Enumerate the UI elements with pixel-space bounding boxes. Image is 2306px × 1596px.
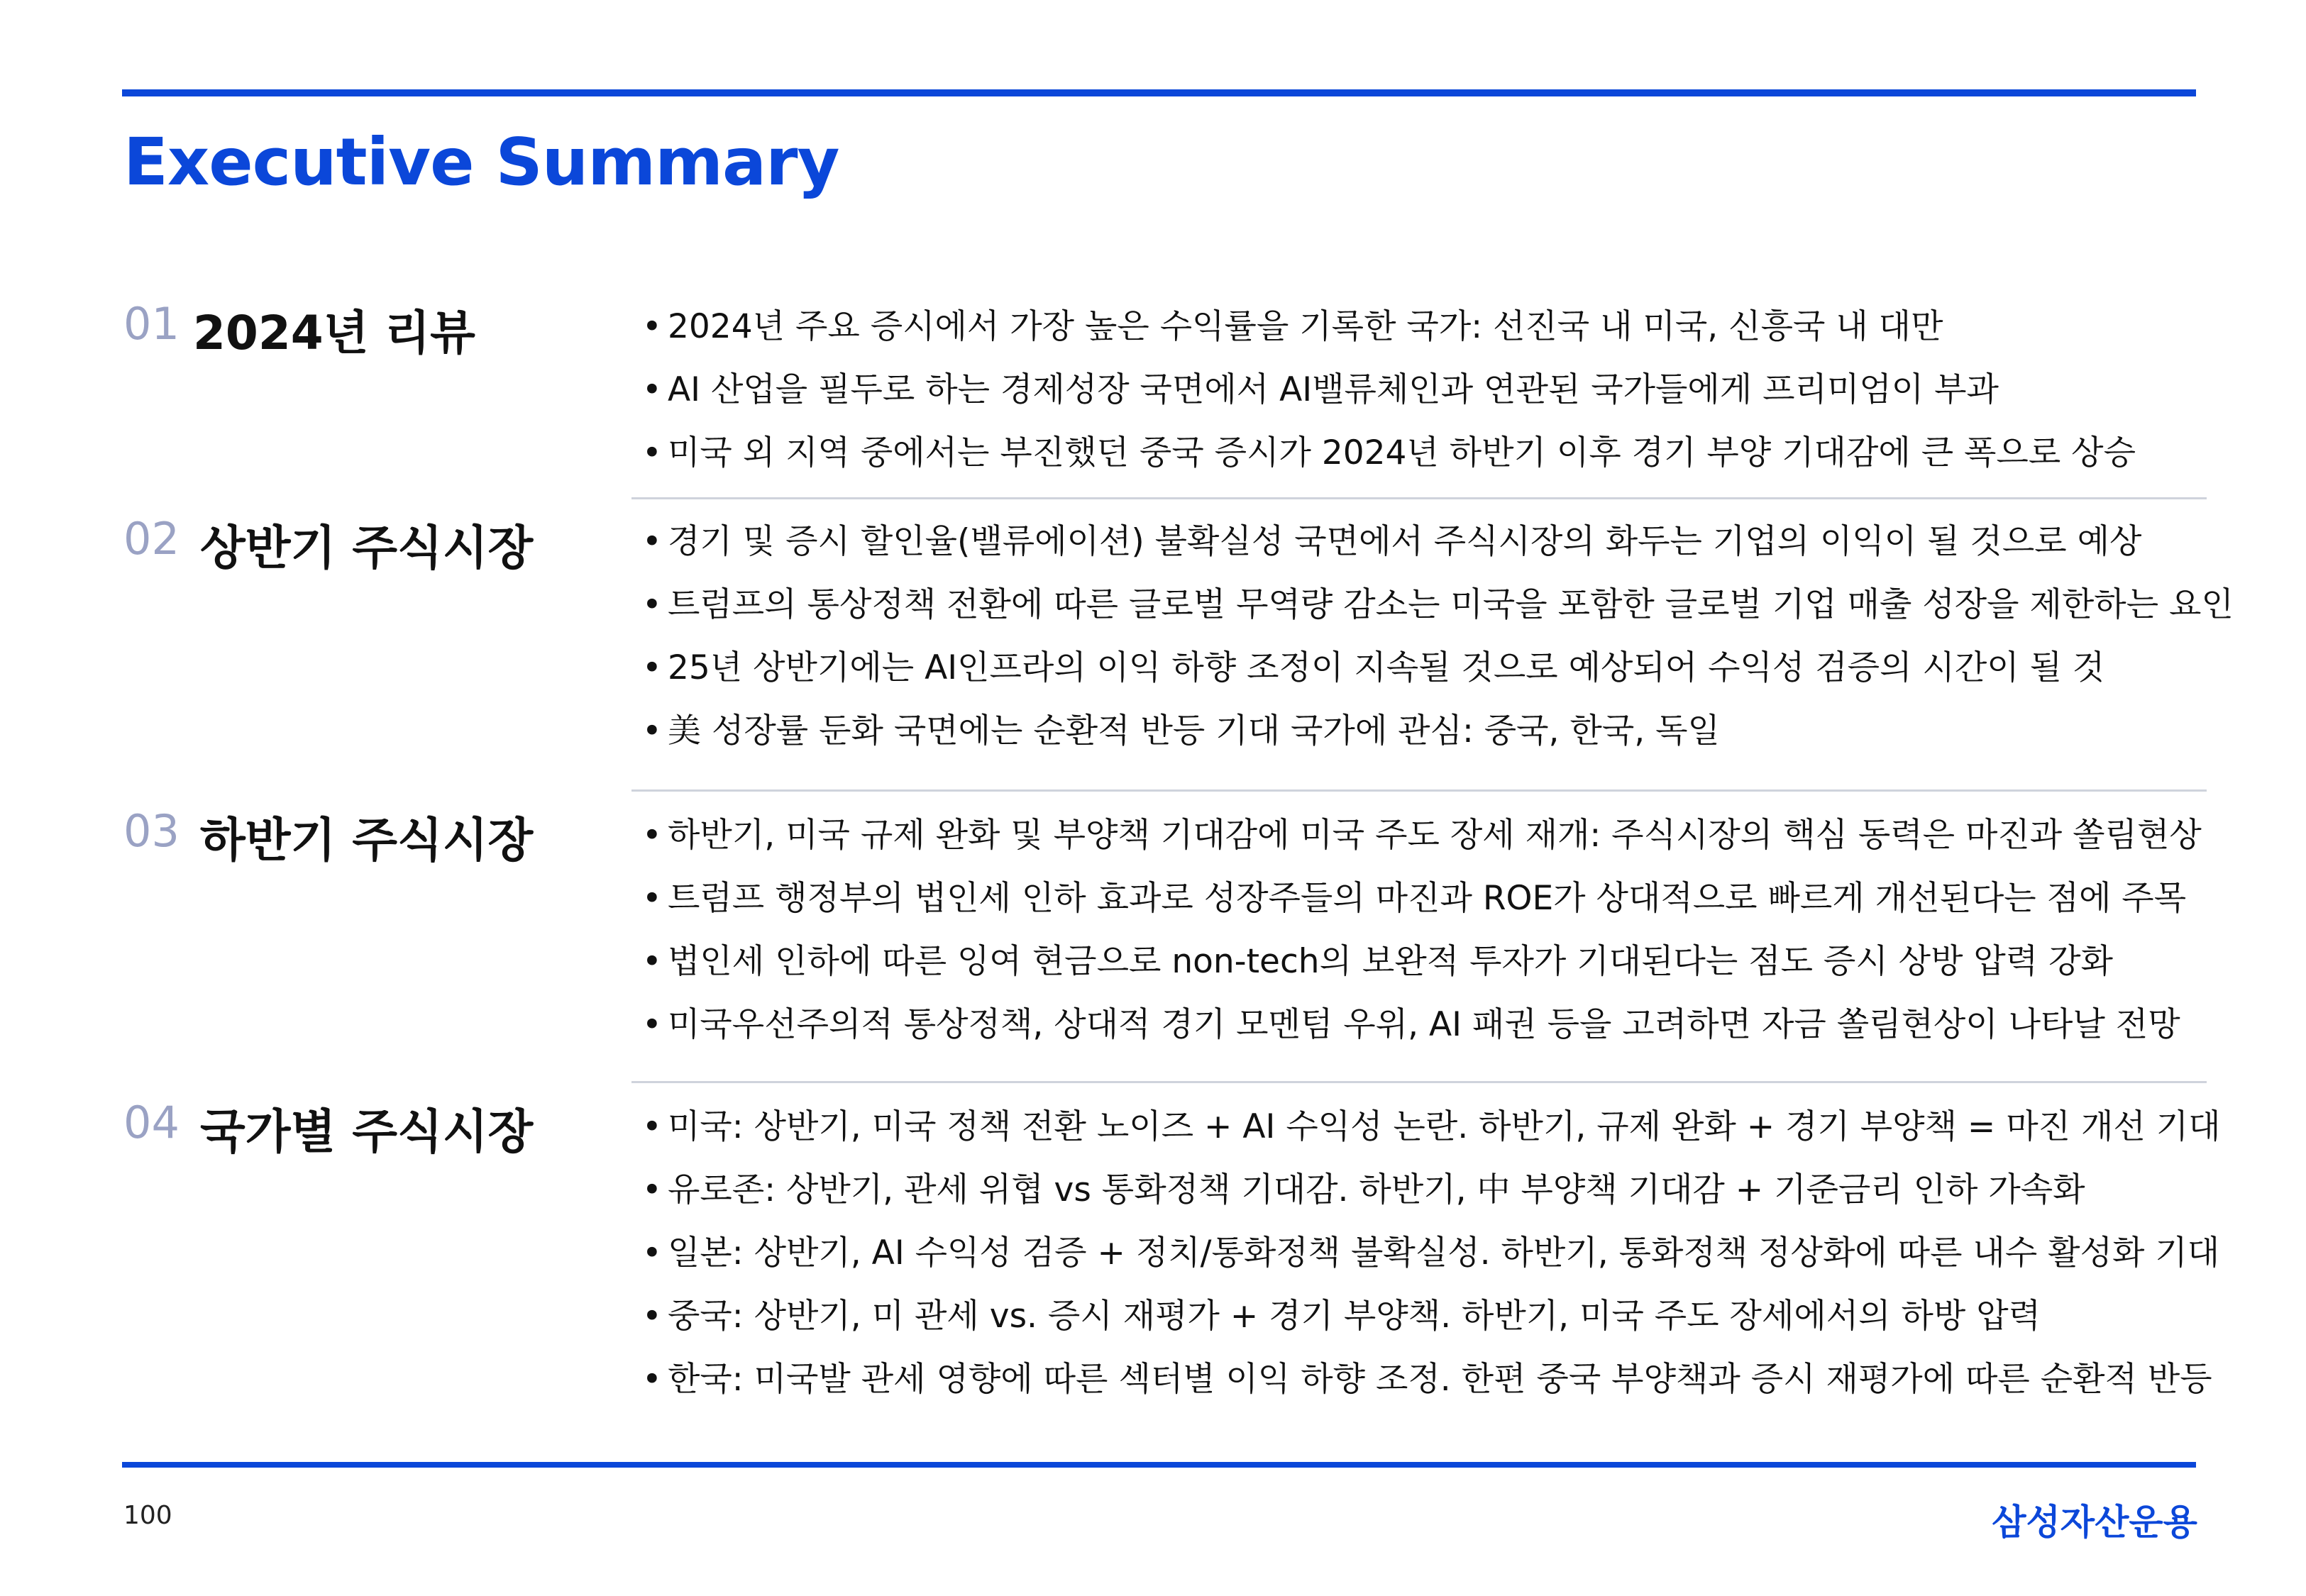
bullet-item	[642, 519, 2234, 582]
bullet-dot: •	[642, 1234, 662, 1273]
section-divider	[631, 789, 2207, 792]
bullet-item	[642, 1167, 2221, 1230]
bullet-text: 일본: 상반기, AI 수익성 검증 + 정치/통화정책 불확실성. 하반기, 통화정책 정상화에 따른 내수 활성화 기대	[668, 1234, 2220, 1273]
bullet-dot: •	[642, 1297, 662, 1336]
bullet-item	[642, 1230, 2221, 1293]
bullet-dot: •	[642, 585, 662, 624]
bullet-text: 유로존: 상반기, 관세 위협 vs 통화정책 기대감. 하반기, 中 부양책 기대감 + 기준금리 인하 가속화	[668, 1170, 2085, 1209]
brand-logo: 삼성자산운용	[1992, 1502, 2197, 1543]
section-title: 2024년 리뷰	[193, 306, 475, 360]
section-title: 상반기 주식시장	[200, 521, 534, 575]
bullet-dot: •	[642, 711, 662, 750]
bullet-list	[642, 1104, 2221, 1419]
page-number: 100	[123, 1501, 172, 1530]
bullet-text: 2024년 주요 증시에서 가장 높은 수익률을 기록한 국가: 선진국 내 미국, 신흥국 내 대만	[668, 307, 1943, 346]
bullet-text: AI 산업을 필두로 하는 경제성장 국면에서 AI밸류체인과 연관된 국가들에게 프리미엄이 부과	[668, 370, 1999, 409]
bullet-text: 미국우선주의적 통상정책, 상대적 경기 모멘텀 우위, AI 패권 등을 고려하면 자금 쏠림현상이 나타날 전망	[668, 1005, 2180, 1044]
bullet-dot: •	[642, 879, 662, 918]
bullet-item	[642, 812, 2202, 875]
bullet-text: 미국: 상반기, 미국 정책 전환 노이즈 + AI 수익성 논란. 하반기, 규제 완화 + 경기 부양책 = 마진 개선 기대	[668, 1107, 2221, 1146]
bullet-text: 법인세 인하에 따른 잉여 현금으로 non-tech의 보완적 투자가 기대된다는 점도 증시 상방 압력 강화	[668, 942, 2113, 981]
section-divider	[631, 497, 2207, 499]
bullet-list	[642, 304, 2136, 493]
bullet-item	[642, 938, 2202, 1002]
bullet-dot: •	[642, 1005, 662, 1044]
bullet-text: 트럼프 행정부의 법인세 인하 효과로 성장주들의 마진과 ROE가 상대적으로 빠르게 개선된다는 점에 주목	[668, 879, 2187, 918]
bullet-dot: •	[642, 942, 662, 981]
bullet-text: 하반기, 미국 규제 완화 및 부양책 기대감에 미국 주도 장세 재개: 주식시장의 핵심 동력은 마진과 쏠림현상	[668, 816, 2202, 855]
bullet-item	[642, 645, 2234, 708]
bullet-dot: •	[642, 433, 662, 472]
section-number: 04	[123, 1097, 180, 1148]
bullet-dot: •	[642, 816, 662, 855]
bullet-dot: •	[642, 1360, 662, 1399]
bullet-text: 경기 및 증시 할인율(밸류에이션) 불확실성 국면에서 주식시장의 화두는 기업의 이익이 될 것으로 예상	[668, 522, 2142, 561]
bullet-dot: •	[642, 1170, 662, 1209]
bullet-text: 트럼프의 통상정책 전환에 따른 글로벌 무역량 감소는 미국을 포함한 글로벌 기업 매출 성장을 제한하는 요인	[668, 585, 2234, 624]
bullet-item	[642, 367, 2136, 430]
bullet-item	[642, 708, 2234, 771]
section-divider	[631, 1081, 2207, 1083]
bullet-dot: •	[642, 648, 662, 687]
bullet-list	[642, 812, 2202, 1065]
bullet-item	[642, 875, 2202, 938]
bullet-item	[642, 1104, 2221, 1167]
bullet-item	[642, 1356, 2221, 1419]
bullet-item	[642, 430, 2136, 493]
bullet-text: 25년 상반기에는 AI인프라의 이익 하향 조정이 지속될 것으로 예상되어 수익성 검증의 시간이 될 것	[668, 648, 2105, 687]
bullet-text: 한국: 미국발 관세 영향에 따른 섹터별 이익 하향 조정. 한편 중국 부양책과 증시 재평가에 따른 순환적 반등	[668, 1360, 2212, 1399]
bullet-text: 중국: 상반기, 미 관세 vs. 증시 재평가 + 경기 부양책. 하반기, 미국 주도 장세에서의 하방 압력	[668, 1297, 2041, 1336]
bullet-item	[642, 1293, 2221, 1356]
section-number: 02	[123, 513, 180, 565]
bullet-item	[642, 582, 2234, 645]
section-number: 01	[123, 298, 180, 350]
bullet-list	[642, 519, 2234, 771]
page-title: Executive Summary	[123, 124, 839, 200]
section-number: 03	[123, 805, 180, 857]
top-rule	[122, 89, 2196, 96]
bullet-dot: •	[642, 370, 662, 409]
section-title: 하반기 주식시장	[200, 813, 534, 868]
bullet-item	[642, 304, 2136, 367]
section-title: 국가별 주식시장	[200, 1104, 534, 1159]
bullet-text: 美 성장률 둔화 국면에는 순환적 반등 기대 국가에 관심: 중국, 한국, 독일	[668, 711, 1720, 750]
bullet-dot: •	[642, 307, 662, 346]
bottom-rule	[122, 1462, 2196, 1468]
bullet-item	[642, 1002, 2202, 1065]
bullet-dot: •	[642, 1107, 662, 1146]
bullet-dot: •	[642, 522, 662, 561]
bullet-text: 미국 외 지역 중에서는 부진했던 중국 증시가 2024년 하반기 이후 경기 부양 기대감에 큰 폭으로 상승	[668, 433, 2136, 472]
